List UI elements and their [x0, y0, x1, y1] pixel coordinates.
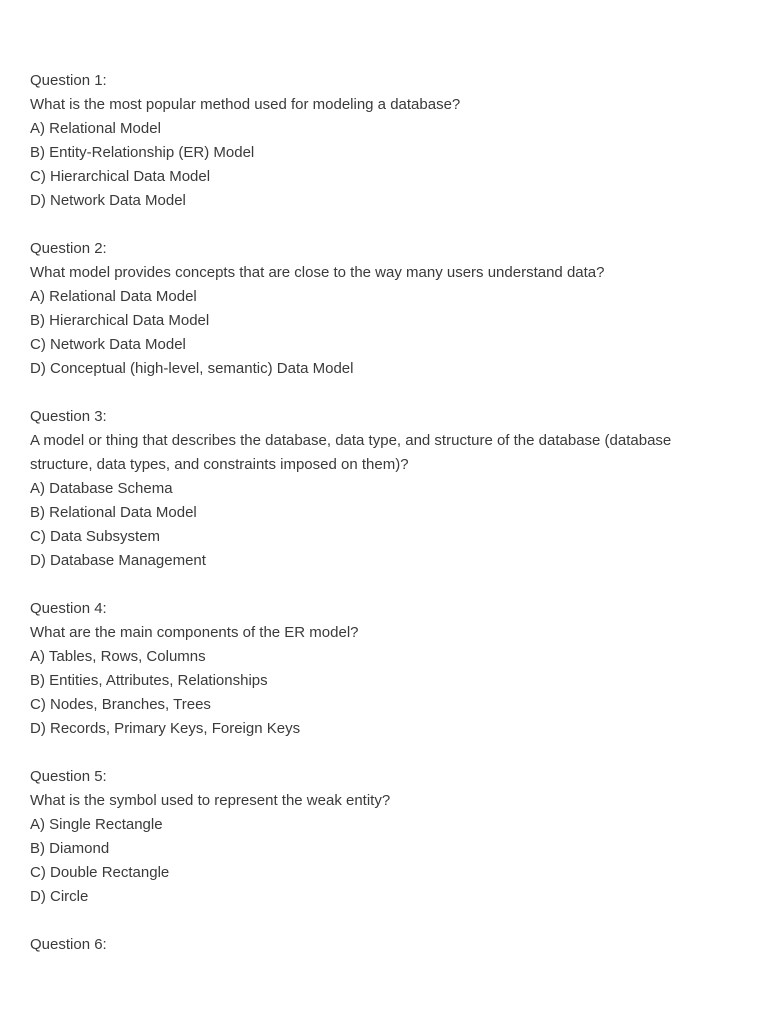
answer-option: D) Circle: [30, 888, 89, 905]
answer-option: B) Relational Data Model: [30, 504, 197, 521]
question-block: [30, 597, 730, 741]
answer-option: A) Database Schema: [30, 480, 173, 497]
question-heading: Question 3:: [30, 408, 107, 425]
question-block: [30, 237, 730, 381]
answer-option: C) Hierarchical Data Model: [30, 168, 211, 185]
answer-option: A) Relational Model: [30, 120, 161, 137]
question-text: What is the most popular method used for modeling a database?: [30, 96, 461, 113]
answer-option: D) Database Management: [30, 552, 206, 569]
question-block: [30, 69, 730, 213]
answer-option: D) Network Data Model: [30, 192, 186, 209]
question-heading: Question 4:: [30, 600, 107, 617]
answer-option: B) Entity-Relationship (ER) Model: [30, 144, 255, 161]
answer-option: D) Records, Primary Keys, Foreign Keys: [30, 720, 301, 737]
question-block: [30, 405, 730, 573]
answer-option: A) Tables, Rows, Columns: [30, 648, 206, 665]
quiz-document: [30, 69, 730, 981]
question-heading: Question 6:: [30, 936, 107, 953]
answer-option: A) Relational Data Model: [30, 288, 197, 305]
answer-option: D) Conceptual (high-level, semantic) Data Model: [30, 360, 354, 377]
answer-option: A) Single Rectangle: [30, 816, 163, 833]
answer-option: C) Nodes, Branches, Trees: [30, 696, 211, 713]
question-text: What model provides concepts that are close to the way many users understand data?: [30, 264, 605, 281]
question-text: What are the main components of the ER model?: [30, 624, 359, 641]
question-heading: Question 5:: [30, 768, 107, 785]
question-text: A model or thing that describes the database, data type, and structure of the database (database structure, data types, and constraints imposed on them)?: [30, 432, 672, 473]
answer-option: B) Diamond: [30, 840, 110, 857]
question-heading: Question 1:: [30, 72, 107, 89]
answer-option: C) Data Subsystem: [30, 528, 161, 545]
question-heading: Question 2:: [30, 240, 107, 257]
answer-option: B) Entities, Attributes, Relationships: [30, 672, 268, 689]
answer-option: C) Double Rectangle: [30, 864, 170, 881]
question-block: [30, 765, 730, 909]
answer-option: B) Hierarchical Data Model: [30, 312, 210, 329]
question-text: What is the symbol used to represent the weak entity?: [30, 792, 391, 809]
answer-option: C) Network Data Model: [30, 336, 186, 353]
question-block: [30, 933, 730, 957]
